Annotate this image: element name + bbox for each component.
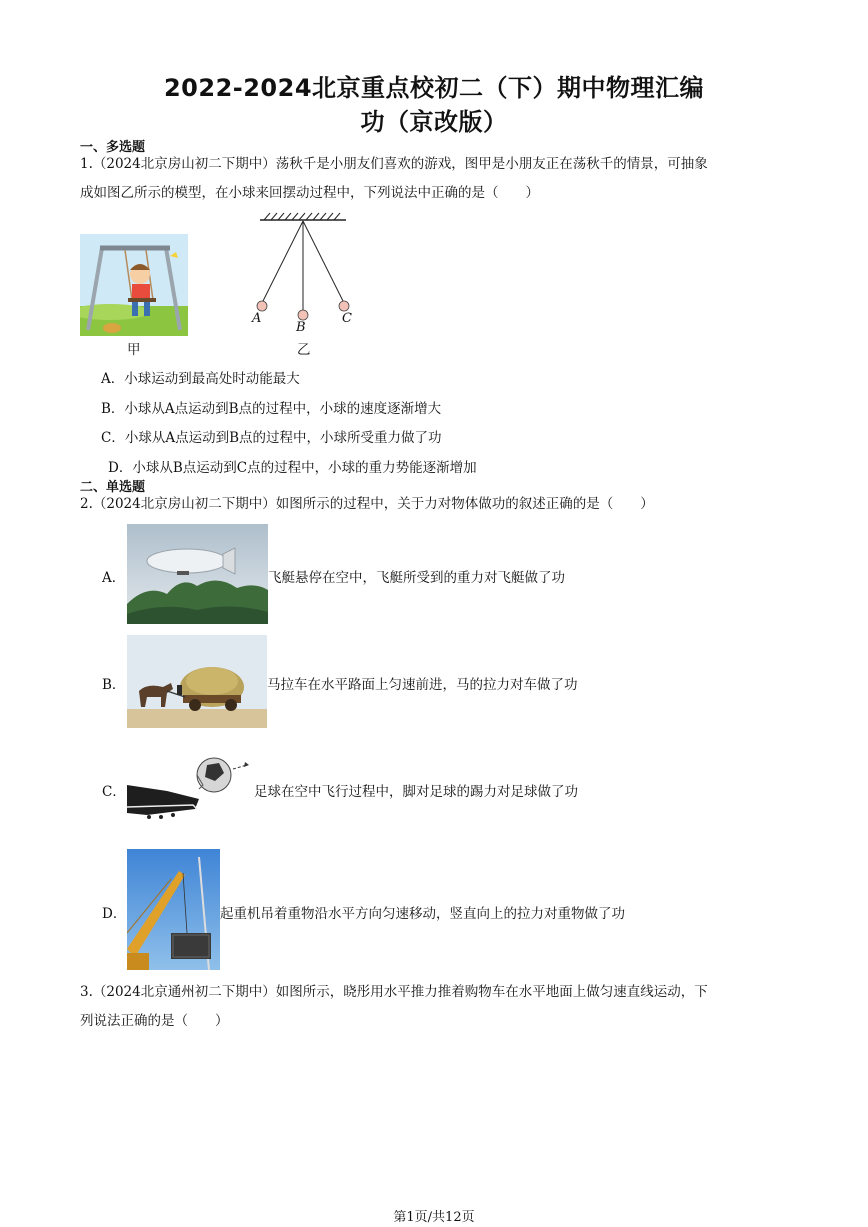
pendulum-label-a: A: [252, 311, 262, 326]
q2-option-b-text[interactable]: 马拉车在水平路面上匀速前进，马的拉力对车做了功: [267, 677, 578, 693]
pendulum-label-c: C: [342, 311, 352, 326]
q1-option-c[interactable]: C．小球从A点运动到B点的过程中，小球所受重力做了功: [101, 430, 442, 446]
pendulum-label-b: B: [296, 320, 306, 335]
q1-option-d[interactable]: D．小球从B点运动到C点的过程中，小球的重力势能逐渐增加: [108, 460, 477, 476]
question-3-stem-line2: 列说法正确的是（ ）: [80, 1013, 229, 1029]
question-1-stem-line2: 成如图乙所示的模型，在小球来回摆动过程中，下列说法中正确的是（ ）: [80, 185, 539, 201]
question-1-stem-line1: 1.（2024北京房山初二下期中）荡秋千是小朋友们喜欢的游戏，图甲是小朋友正在荡秋千的情景，可抽象: [80, 156, 708, 172]
q2-option-c-text[interactable]: 足球在空中飞行过程中，脚对足球的踢力对足球做了功: [254, 784, 578, 800]
q1-option-b[interactable]: B．小球从A点运动到B点的过程中，小球的速度逐渐增大: [101, 401, 442, 417]
crane-photo: [127, 849, 220, 970]
q2-option-d-text[interactable]: 起重机吊着重物沿水平方向匀速移动，竖直向上的拉力对重物做了功: [220, 906, 625, 922]
q2-option-a-letter[interactable]: A．: [102, 570, 126, 586]
question-3-stem-line1: 3.（2024北京通州初二下期中）如图所示，晓彤用水平推力推着购物车在水平地面上做匀速直线运动，下: [80, 984, 708, 1000]
page-subtitle: 功（京改版）: [360, 108, 508, 136]
figure-jia-label: 甲: [127, 342, 141, 358]
q2-option-a-text[interactable]: 飞艇悬停在空中，飞艇所受到的重力对飞艇做了功: [268, 570, 565, 586]
q2-option-c-letter[interactable]: C．: [102, 784, 126, 800]
q1-option-a[interactable]: A．小球运动到最高处时动能最大: [101, 371, 300, 387]
airship-photo: [127, 524, 268, 624]
horse-cart-photo: [127, 635, 267, 728]
section-heading-multi: 一、多选题: [80, 140, 146, 155]
section-heading-single: 二、单选题: [80, 480, 146, 495]
figure-yi-label: 乙: [297, 342, 311, 358]
pendulum-diagram: [246, 208, 366, 358]
swing-photo: [80, 234, 188, 336]
page-number: 第1页/共12页: [393, 1210, 475, 1225]
question-2-stem: 2.（2024北京房山初二下期中）如图所示的过程中，关于力对物体做功的叙述正确的是（ ）: [80, 496, 654, 512]
page-title: 2022-2024北京重点校初二（下）期中物理汇编: [163, 74, 705, 102]
q2-option-d-letter[interactable]: D．: [102, 906, 127, 922]
football-photo: [127, 755, 254, 825]
q2-option-b-letter[interactable]: B．: [102, 677, 126, 693]
